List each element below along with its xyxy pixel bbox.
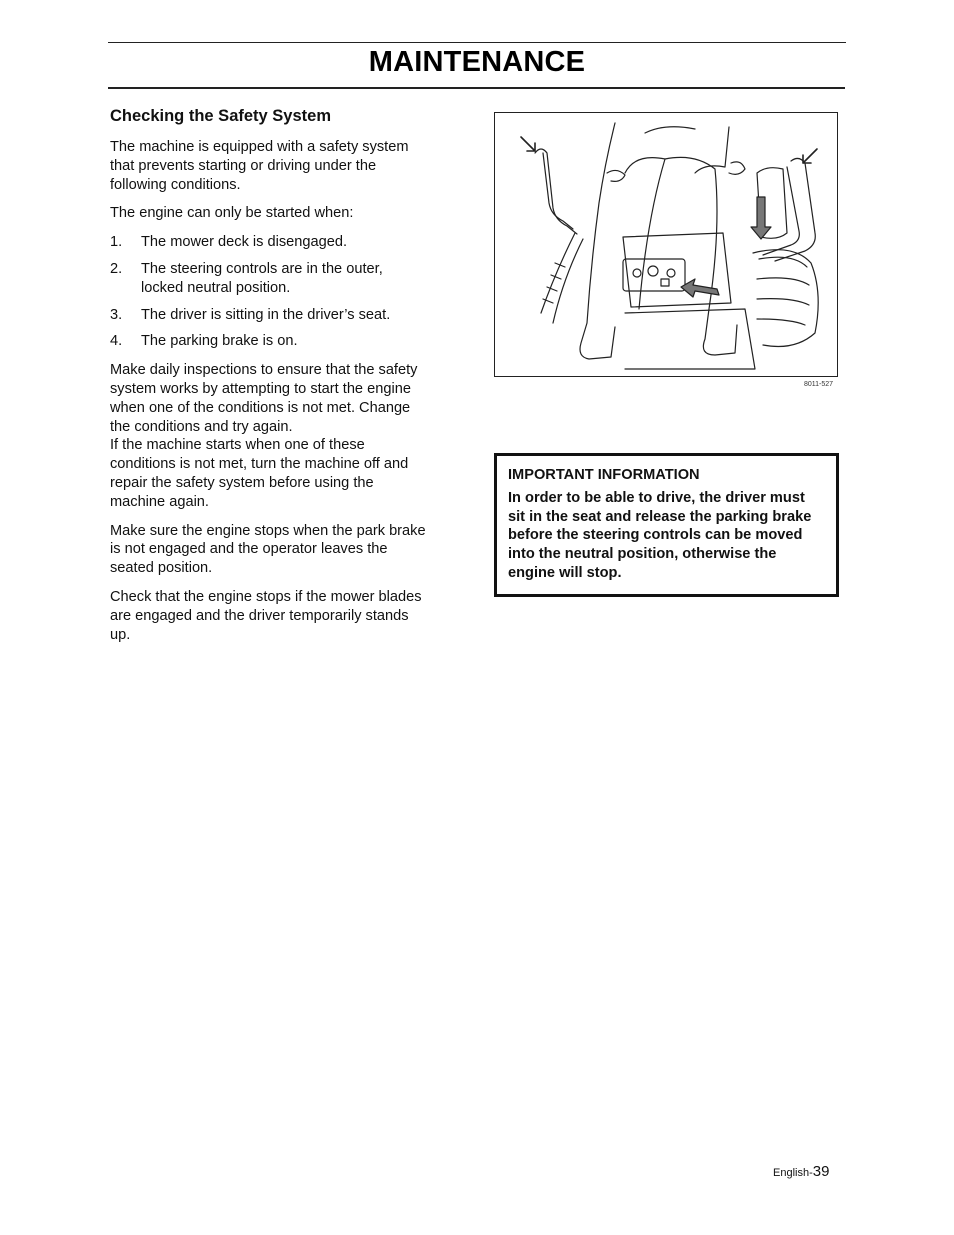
list-item-number: 1. [110, 234, 123, 251]
list-item-text: The mower deck is disengaged. [141, 234, 348, 251]
list-item-text: The parking brake is on. [141, 333, 298, 350]
list-item-number: 3. [110, 306, 123, 323]
section-title: Checking the Safety System [110, 107, 331, 125]
inspection-paragraph: Make daily inspections to ensure that the safety system works by attempting to start the engine when one of the conditions is not met. Change the conditions and try again. [110, 362, 418, 435]
inspection-followup-paragraph: If the machine starts when one of these conditions is not met, turn the machine off and repair the safety system before using the machine again. [110, 437, 409, 510]
list-item [110, 260, 426, 298]
list-item [110, 332, 426, 351]
list-item-text: The steering controls are in the outer, locked neutral position. [141, 260, 383, 296]
notice-body: In order to be able to drive, the driver must sit in the seat and release the parking brake before the steering controls can be moved into the neutral position, otherwise the engine will stop. [508, 489, 812, 581]
header-rule-bottom [108, 87, 845, 89]
list-item-number: 4. [110, 333, 123, 350]
seated-driver-illustration [494, 112, 838, 377]
important-information-box [494, 453, 839, 597]
conditions-list [110, 233, 426, 351]
page-footer [773, 1163, 829, 1180]
safety-system-section [110, 106, 426, 654]
figure-code: 8011-527 [804, 381, 834, 388]
footer-language: English- [773, 1167, 813, 1179]
list-item [110, 306, 426, 325]
header-rule-top [108, 42, 846, 43]
notice-title: IMPORTANT INFORMATION [508, 467, 700, 483]
list-item-number: 2. [110, 260, 123, 277]
page-title: MAINTENANCE [368, 46, 586, 78]
blade-check-paragraph: Check that the engine stops if the mower blades are engaged and the driver temporarily stands up. [110, 588, 422, 643]
list-item [110, 233, 426, 252]
page-number: 39 [812, 1163, 830, 1180]
intro-paragraph: The machine is equipped with a safety system that prevents starting or driving under the following conditions. [110, 139, 409, 193]
brake-check-paragraph: Make sure the engine stops when the park brake is not engaged and the operator leaves the seated position. [110, 522, 426, 577]
list-item-text: The driver is sitting in the driver’s seat. [141, 306, 391, 323]
lead-paragraph: The engine can only be started when: [110, 205, 354, 222]
